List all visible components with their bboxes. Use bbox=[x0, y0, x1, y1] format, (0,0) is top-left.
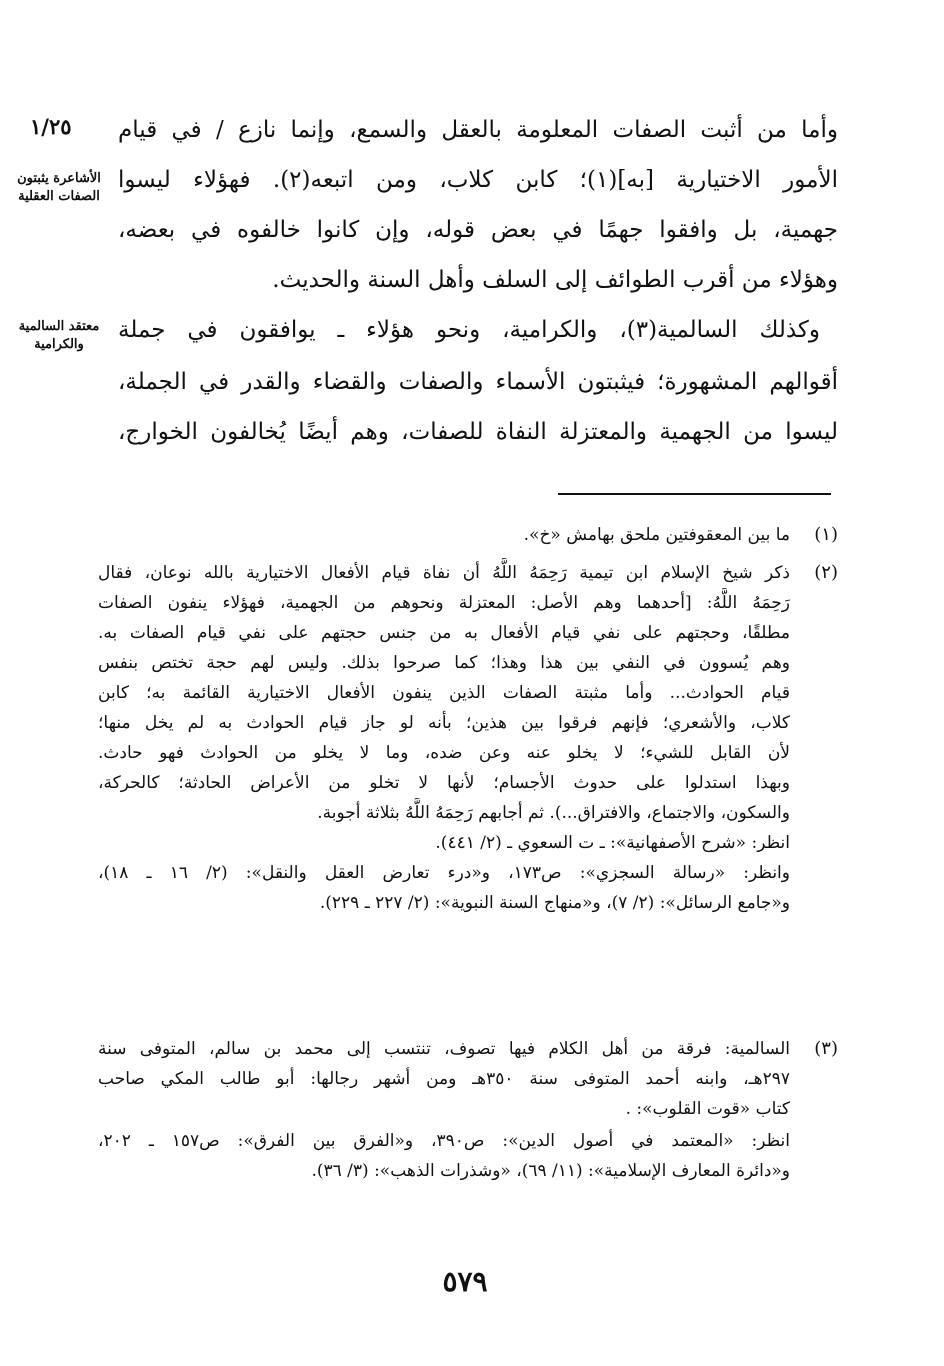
side-note-ashaira: الأشاعرة يثبتون الصفات العقلية bbox=[17, 171, 101, 204]
footnote-line: السالمية: فرقة من أهل الكلام فيها تصوف، تنتسب إلى محمد بن سالم، المتوفى سنة bbox=[98, 1039, 790, 1059]
footnote-line: مطلقًا، وحجتهم على نفي قيام الأفعال به من جنس حجتهم على نفي قيام الصفات به. bbox=[98, 623, 790, 643]
footnote-line: انظر: «شرح الأصفهانية»: ـ ت السعوي ـ (٢/ ٤٤١). bbox=[435, 833, 790, 853]
footnote-3 bbox=[98, 1034, 838, 1224]
footnote-number: (١) bbox=[814, 524, 838, 545]
footnote-number: (٣) bbox=[814, 1038, 838, 1059]
body-line-4: وهؤلاء من أقرب الطوائف إلى السلف وأهل السنة والحديث. bbox=[272, 267, 838, 293]
footnote-line: انظر: «المعتمد في أصول الدين»: ص٣٩٠، و«الفرق بين الفرق»: ص١٥٧ ـ ٢٠٢، bbox=[98, 1131, 790, 1151]
body-line-5: وكذلك السالمية(٣)، والكرامية، ونحو هؤلاء ـ يوافقون في جملة bbox=[118, 317, 820, 343]
body-line-6: أقوالهم المشهورة؛ فيثبتون الأسماء والصفات والقضاء والقدر في الجملة، bbox=[118, 369, 838, 395]
footnote-line: وانظر: «رسالة السجزي»: ص١٧٣، و«درء تعارض العقل والنقل»: (٢/ ١٦ ـ ١٨)، bbox=[98, 863, 790, 883]
footnote-line: رَحِمَهُ اللَّهُ: [أحدهما وهم الأصل: المعتزلة ونحوهم من الجهمية، فهؤلاء ينفون الصفات bbox=[98, 593, 790, 613]
side-note-salimiyya: معتقد السالمية والكرامية bbox=[18, 319, 100, 352]
footnote-line: كتاب «قوت القلوب»: . bbox=[625, 1099, 790, 1119]
footnote-line: وبهذا استدلوا على حدوث الأجسام؛ لأنها لا تخلو من الأعراض الحادثة؛ كالحركة، bbox=[98, 773, 790, 793]
page-number: ٥٧٩ bbox=[442, 1265, 488, 1298]
body-line-3: جهمية، بل وافقوا جهمًا في بعض قوله، وإن كانوا خالفوه في بعضه، bbox=[118, 217, 838, 243]
footnote-2 bbox=[98, 558, 838, 958]
footnote-line: ٢٩٧هـ، وابنه أحمد المتوفى سنة ٣٥٠هـ ومن أشهر رجالها: أبو طالب المكي صاحب bbox=[98, 1069, 790, 1089]
margin-reference: ١/٢٥ bbox=[30, 114, 72, 139]
body-line-2: الأمور الاختيارية [به](١)؛ كابن كلاب، ومن اتبعه(٢). فهؤلاء ليسوا bbox=[118, 167, 838, 193]
footnote-line: لأن القابل للشيء؛ لا يخلو عنه وعن ضده، وما لا يخلو من الحوادث فهو حادث. bbox=[98, 743, 790, 763]
body-line-1: وأما من أثبت الصفات المعلومة بالعقل والسمع، وإنما نازع / في قيام bbox=[118, 117, 838, 143]
footnote-separator bbox=[558, 493, 831, 495]
footnote-line: والسكون، والاجتماع، والافتراق...). ثم أجابهم رَحِمَهُ اللَّهُ بثلاثة أجوبة. bbox=[317, 803, 790, 823]
footnote-line: و«جامع الرسائل»: (٢/ ٧)، و«منهاج السنة النبوية»: (٢/ ٢٢٧ ـ ٢٢٩). bbox=[319, 893, 790, 913]
footnote-line: قيام الحوادث... وأما مثبتة الصفات الذين ينفون الأفعال الاختيارية القائمة به؛ كابن bbox=[98, 683, 790, 703]
footnote-line: وهم يُسوون في النفي بين هذا وهذا؛ كما صرحوا بذلك. وليس لهم حجة تختص بنفس bbox=[98, 653, 790, 673]
body-line-7: ليسوا من الجهمية والمعتزلة النفاة للصفات، وهم أيضًا يُخالفون الخوارج، bbox=[118, 419, 838, 445]
footnote-number: (٢) bbox=[814, 562, 838, 583]
footnote-line: ذكر شيخ الإسلام ابن تيمية رَحِمَهُ اللَّهُ أن نفاة قيام الأفعال الاختيارية بالله نوعان، فقال bbox=[98, 563, 790, 583]
footnote-line: ما بين المعقوفتين ملحق بهامش «خ». bbox=[523, 525, 790, 545]
footnote-1 bbox=[98, 520, 838, 552]
footnote-line: و«دائرة المعارف الإسلامية»: (١١/ ٦٩)، «وشذرات الذهب»: (٣/ ٣٦). bbox=[311, 1161, 790, 1181]
footnote-line: كلاب، والأشعري؛ فإنهم فرقوا بين هذين؛ بأنه لو جاز قيام الحوادث به لم يخل منها؛ bbox=[98, 713, 790, 733]
